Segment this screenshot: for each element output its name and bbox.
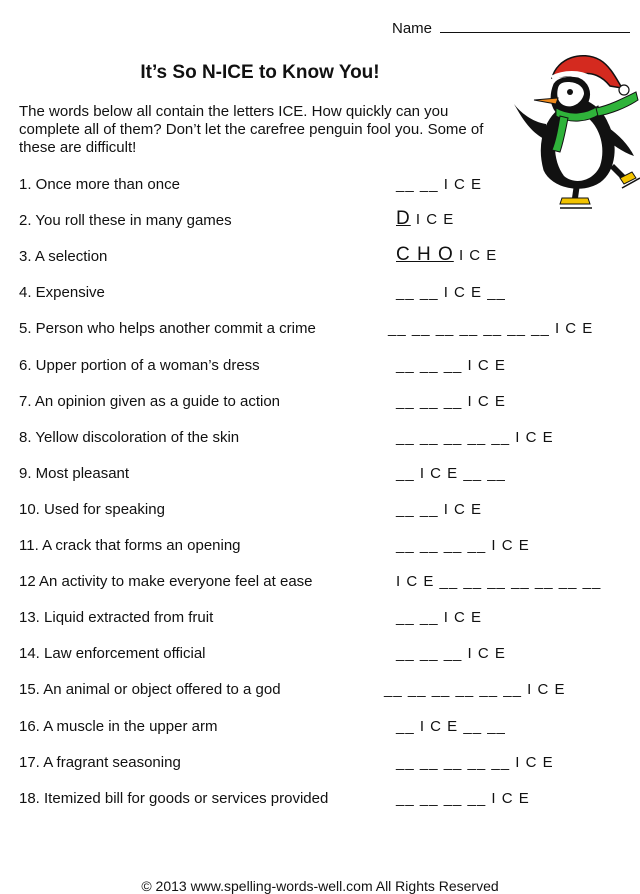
penguin-illustration	[512, 48, 640, 214]
answer-pattern: __ __ __ I C E	[396, 393, 506, 410]
answer-blanks[interactable]	[396, 645, 506, 662]
answer-blanks[interactable]	[396, 790, 530, 807]
question-clue: 5. Person who helps another commit a crime	[19, 320, 316, 337]
question-clue: 4. Expensive	[19, 284, 105, 301]
copyright-footer: © 2013 www.spelling-words-well.com All Rights Reserved	[141, 878, 499, 894]
answer-blanks[interactable]	[384, 681, 565, 698]
answer-blanks[interactable]	[396, 573, 601, 590]
question-clue: 16. A muscle in the upper arm	[19, 718, 218, 735]
intro-text: The words below all contain the letters ICE. How quickly can you complete all of them? Don’t let the carefree penguin fool you. Some of these are difficult!	[19, 103, 484, 156]
answer-pattern: I C E	[410, 211, 455, 228]
answer-pattern: __ __ __ I C E	[396, 645, 506, 662]
answer-blanks[interactable]	[396, 208, 454, 230]
answer-pattern: __ __ __ __ __ I C E	[396, 754, 554, 771]
name-blank	[440, 18, 630, 33]
question-clue: 1. Once more than once	[19, 176, 180, 193]
answer-blanks[interactable]	[396, 357, 506, 374]
name-label: Name	[392, 20, 433, 37]
question-clue: 8. Yellow discoloration of the skin	[19, 429, 240, 446]
question-clue: 13. Liquid extracted from fruit	[19, 609, 214, 626]
answer-blanks[interactable]	[396, 609, 482, 626]
question-clue: 10. Used for speaking	[19, 501, 165, 518]
answer-blanks[interactable]	[396, 537, 530, 554]
question-clue: 12 An activity to make everyone feel at ease	[19, 573, 313, 590]
answer-blanks[interactable]	[396, 465, 506, 482]
answer-pattern: __ __ I C E	[396, 501, 483, 518]
question-clue: 18. Itemized bill for goods or services provided	[19, 790, 329, 807]
answer-pattern: __ I C E __ __	[396, 718, 506, 735]
answer-pattern: __ __ __ I C E	[396, 357, 506, 374]
question-clue: 3. A selection	[19, 248, 108, 265]
question-clue: 17. A fragrant seasoning	[19, 754, 181, 771]
answer-blanks[interactable]	[396, 244, 497, 266]
question-clue: 6. Upper portion of a woman’s dress	[19, 357, 260, 374]
name-field	[392, 18, 630, 37]
question-clue: 11. A crack that forms an opening	[19, 537, 241, 554]
question-clue: 14. Law enforcement official	[19, 645, 206, 662]
answer-blanks[interactable]	[396, 501, 482, 518]
filled-letters: C H O	[396, 244, 454, 265]
answer-blanks[interactable]	[396, 429, 554, 446]
filled-letters: D	[396, 208, 411, 229]
answer-pattern: __ __ __ __ __ __ __ I C E	[388, 320, 594, 337]
answer-pattern: I C E __ __ __ __ __ __ __	[396, 573, 602, 590]
page-title: It’s So N-ICE to Know You!	[140, 62, 380, 83]
answer-blanks[interactable]	[396, 393, 506, 410]
answer-pattern: __ __ __ __ __ I C E	[396, 429, 554, 446]
question-clue: 9. Most pleasant	[19, 465, 130, 482]
answer-blanks[interactable]	[396, 718, 506, 735]
answer-pattern: __ __ I C E	[396, 609, 483, 626]
answer-pattern: __ __ I C E	[396, 176, 483, 193]
answer-pattern: __ __ __ __ I C E	[396, 790, 530, 807]
answer-blanks[interactable]	[388, 320, 593, 337]
question-clue: 7. An opinion given as a guide to action	[19, 393, 281, 410]
answer-pattern: I C E	[453, 247, 498, 264]
answer-pattern: __ __ __ __ __ __ I C E	[384, 681, 566, 698]
answer-blanks[interactable]	[396, 176, 482, 193]
answer-pattern: __ I C E __ __	[396, 465, 506, 482]
answer-pattern: __ __ I C E __	[396, 284, 506, 301]
answer-pattern: __ __ __ __ I C E	[396, 537, 530, 554]
answer-blanks[interactable]	[396, 754, 554, 771]
question-clue: 2. You roll these in many games	[19, 212, 232, 229]
answer-blanks[interactable]	[396, 284, 506, 301]
question-clue: 15. An animal or object offered to a god	[19, 681, 281, 698]
